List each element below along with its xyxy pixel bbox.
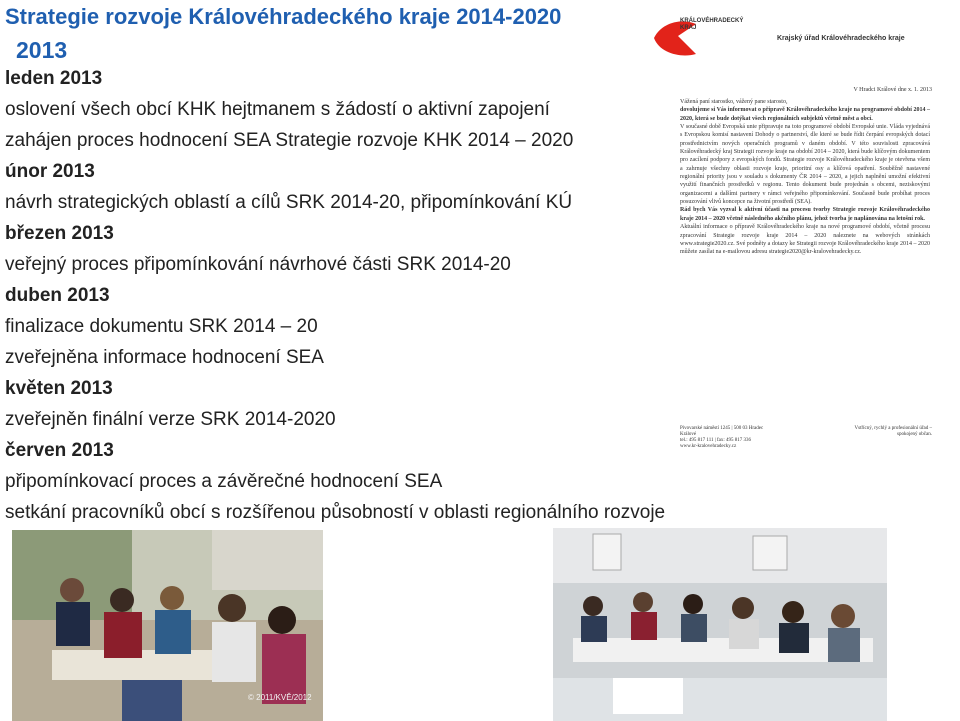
meeting-photo-right	[553, 528, 887, 721]
invitation-letter	[676, 86, 940, 456]
timeline-item: zveřejněna informace hodnocení SEA	[5, 347, 324, 368]
letter-greeting: Vážená paní starostko, vážený pane starosto,	[680, 99, 788, 105]
timeline-item: zahájen proces hodnocení SEA Strategie rozvoje KHK 2014 – 2020	[5, 130, 574, 151]
timeline-item: připomínkovací proces a závěrečné hodnocení SEA	[5, 471, 443, 492]
timeline-item: květen 2013	[5, 378, 113, 399]
letter-date: V Hradci Králové dne x. 1. 2013	[853, 87, 932, 93]
timeline-item: setkání pracovníků obcí s rozšířenou působností v oblasti regionálního rozvoje	[5, 502, 666, 523]
timeline-item: leden 2013	[5, 68, 103, 89]
office-name: Krajský úřad Královéhradeckého kraje	[777, 35, 905, 42]
photo-credit: © 2011/KVĚ/2012	[248, 693, 312, 702]
letter-footer-address: Pivovarské náměstí 1245 | 500 03 Hradec Králové tel.: 495 817 111 | fax: 495 817 336 www.kr-kralovehradecky.cz	[680, 426, 764, 449]
year-heading: 2013	[16, 37, 68, 63]
letter-footer-motto: Vstřícný, rychlý a profesionální úřad – spokojený občan.	[854, 426, 932, 437]
letter-body	[680, 98, 930, 257]
timeline-item: únor 2013	[5, 161, 95, 182]
timeline-item: návrh strategických oblastí a cílů SRK 2014-20, připomínkování KÚ	[5, 192, 573, 213]
letter-invitation: Rád bych Vás vyzval k aktivní účasti na procesu tvorby Strategie rozvoje Královéhradeckého kraje 2014 – 2020 včetně následného akčního plánu, jehož tvorba je naplánována na letošní rok.	[680, 207, 930, 222]
timeline-item: duben 2013	[5, 285, 110, 306]
timeline-item: zveřejněn finální verze SRK 2014-2020	[5, 409, 336, 430]
letter-paragraph: V současné době Evropská unie připravuje na toto programové období Evropské unie. Vláda vyjednává s Evropskou komisí nastavení Dohody o partnerství, dle které se bude řídit čerpání evropských dotací prostřednictvím nových operačních programů v daném období. V této souvislosti zpracovává Královéhradecký kraj Strategii rozvoje kraje na období 2014 – 2020, která bude klíčovým dokumentem pro zacílení podpory z evropských fondů. Strategie rozvoje Královéhradeckého kraje je otevřena všem a zahrnuje všechny oblasti rozvoje kraje, prioritní osy a klíčová opatření. Souběžně nastavené regionální priority jsou v souladu s dokumenty ČR 2014 – 2020, a jejich naplnění umožní efektivní využití finančních prostředků v regionu. Tento dokument bude projednán s obcemi, neziskovými organizacemi a dalšími partnery v rámci veřejného připomínkování. Současně bude probíhat proces posuzování vlivů koncepce na životní prostředí (SEA).	[680, 124, 930, 206]
timeline-item: červen 2013	[5, 440, 114, 461]
timeline-item: finalizace dokumentu SRK 2014 – 20	[5, 316, 318, 337]
timeline-item: veřejný proces připomínkování návrhové části SRK 2014-20	[5, 254, 511, 275]
letter-intro: dovolujeme si Vás informovat o přípravě Královéhradeckého kraje na programové období 2014 – 2020, která se bude dotýkat všech regionálních subjektů včetně měst a obcí.	[680, 107, 930, 122]
timeline-item: oslovení všech obcí KHK hejtmanem s žádostí o aktivní zapojení	[5, 99, 550, 120]
letter-closing: Aktuální informace o přípravě Královéhradeckého kraje na nové programové období, včetně procesu zpracování Strategie rozvoje kraje 2014 – 2020 naleznete na webových stránkách www.strategie2020.cz. Své podněty a dotazy ke Strategii rozvoje Královéhradeckého kraje 2014 – 2020 můžete zasílat na e-mailovou adresu strategie2020@kr-kralovehradecky.cz.	[680, 224, 930, 256]
page-title: Strategie rozvoje Královéhradeckého kraje 2014-2020	[5, 4, 562, 29]
timeline-item: březen 2013	[5, 223, 114, 244]
logo-text: KRÁLOVÉHRADECKÝ KRAJ	[680, 18, 744, 31]
